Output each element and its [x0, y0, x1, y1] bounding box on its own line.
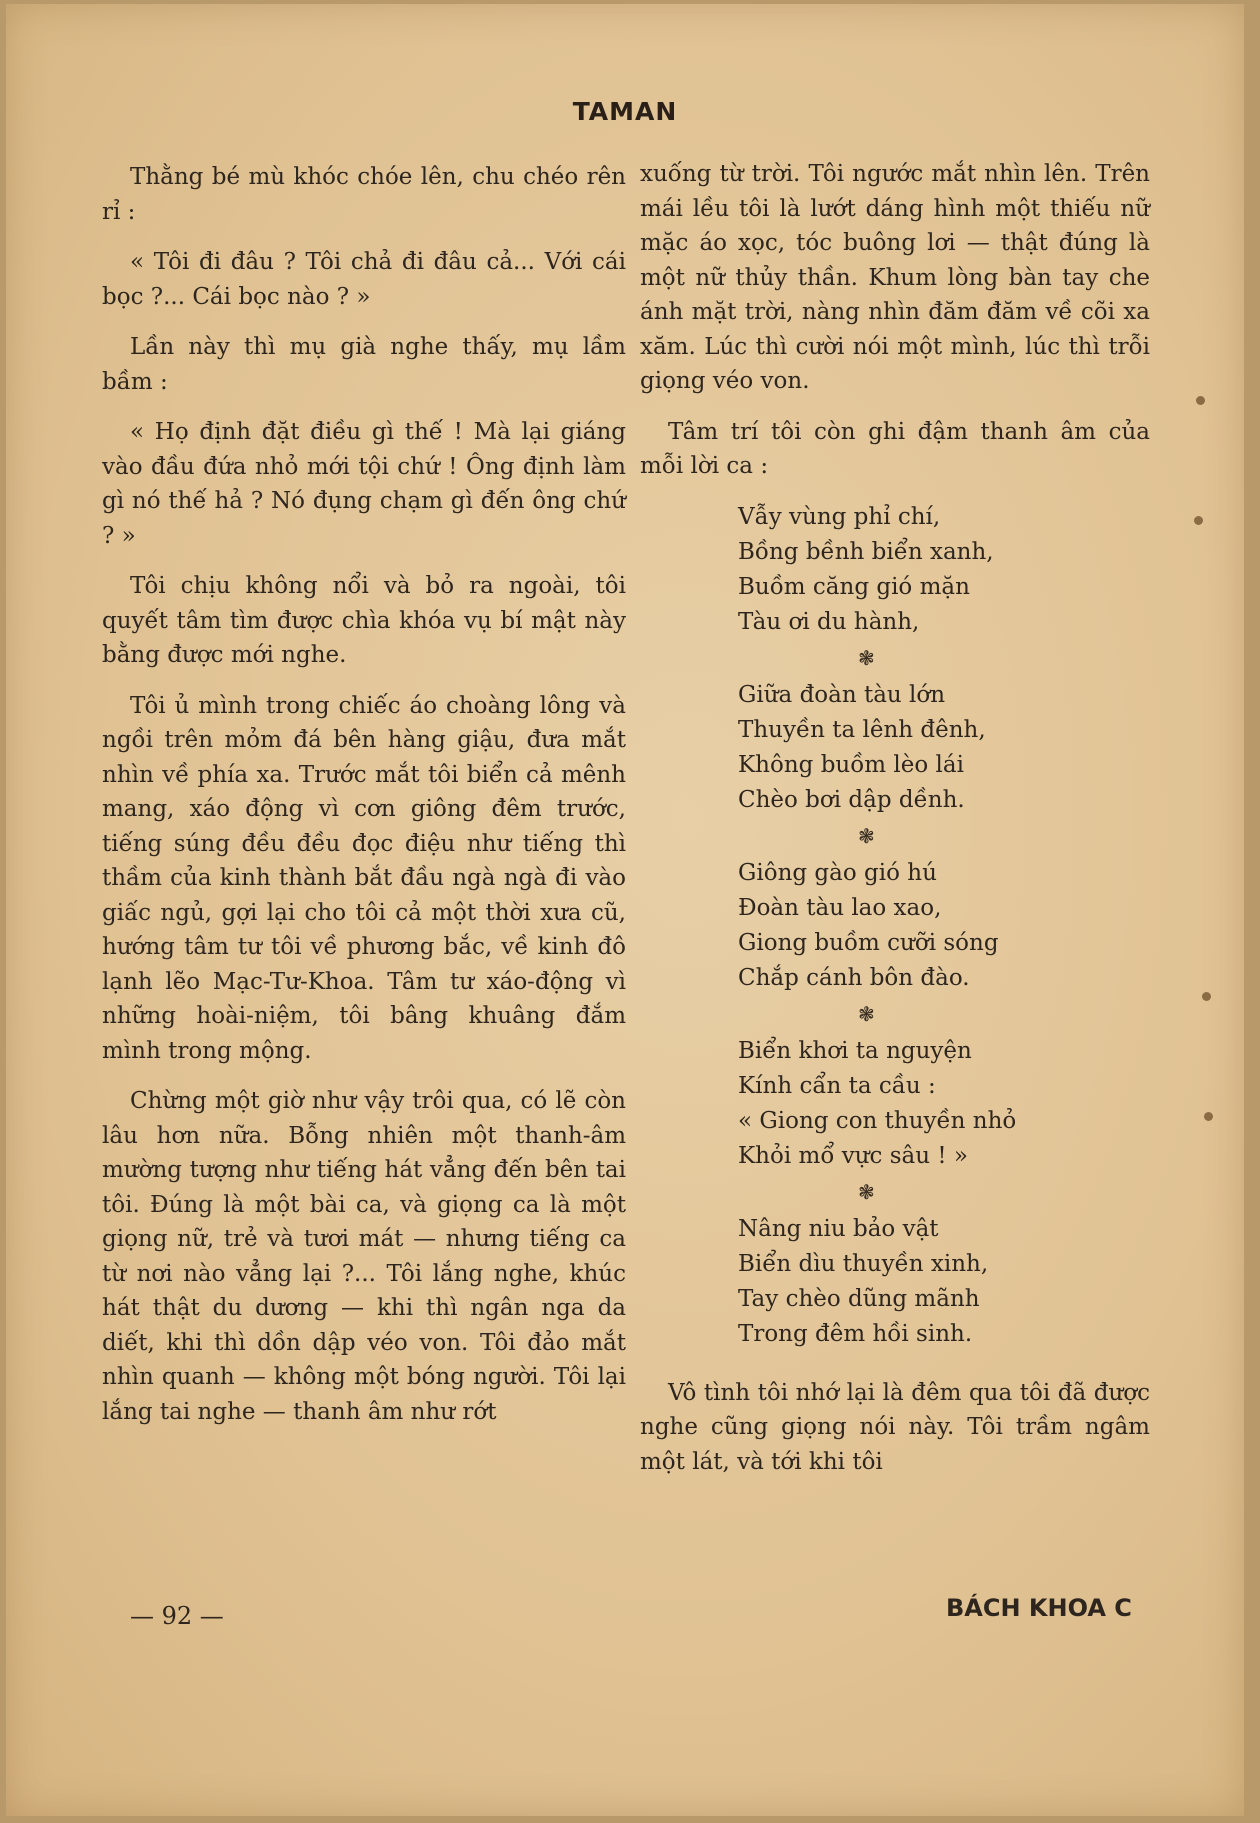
poem-line: Tay chèo dũng mãnh — [738, 1285, 980, 1312]
paper-blemish — [1194, 516, 1203, 525]
poem-line: Đoàn tàu lao xao, — [738, 894, 942, 921]
ornament-icon: ❃ — [858, 1179, 875, 1204]
poem-stanza — [738, 1212, 1150, 1352]
paragraph: Tôi ủ mình trong chiếc áo choàng lông và ngồi trên mỏm đá bên hàng giậu, đưa mắt nhìn về phía xa. Trước mắt tôi biển cả mênh mang, xáo động vì cơn giông đêm trước, tiếng súng đều đều đọc điệu như tiếng thì thầm của kinh thành bắt đầu ngà ngà đi vào giấc ngủ, gợi lại cho tôi cả một thời xưa cũ, hướng tâm tư tôi về phương bắc, về kinh đô lạnh lẽo Mạc-Tư-Khoa. Tâm tư xáo-động vì những hoài-niệm, tôi bâng khuâng đắm mình trong mộng. — [102, 692, 626, 1064]
left-column — [102, 160, 626, 1445]
poem-line: Chắp cánh bôn đào. — [738, 964, 970, 991]
poem-line: Buồm căng gió mặn — [738, 573, 970, 600]
paper-blemish — [1202, 992, 1211, 1001]
page-number: — 92 — — [130, 1602, 224, 1630]
poem-stanza — [738, 856, 1150, 996]
poem-line: Biển khơi ta nguyện — [738, 1037, 972, 1064]
running-header: TAMAN — [572, 97, 678, 126]
poem-line: Vẫy vùng phỉ chí, — [738, 503, 941, 530]
paragraph: Thằng bé mù khóc chóe lên, chu chéo rên rỉ : — [102, 164, 626, 225]
paper-blemish — [1196, 396, 1205, 405]
poem-stanza — [738, 500, 1150, 640]
poem-line: Thuyền ta lênh đênh, — [738, 716, 986, 743]
poem-line: Kính cẩn ta cầu : — [738, 1072, 936, 1099]
paragraph: Lần này thì mụ già nghe thấy, mụ lầm bầm : — [102, 334, 626, 395]
poem — [738, 500, 1150, 1352]
poem-stanza — [738, 678, 1150, 818]
poem-line: Nâng niu bảo vật — [738, 1215, 939, 1242]
poem-line: Chèo bơi dập dềnh. — [738, 786, 965, 813]
magazine-page — [6, 4, 1244, 1816]
poem-line: Trong đêm hồi sinh. — [738, 1320, 973, 1347]
poem-line: Tàu ơi du hành, — [738, 608, 920, 635]
paragraph: « Tôi đi đâu ? Tôi chả đi đâu cả... Với cái bọc ?... Cái bọc nào ? » — [102, 249, 626, 310]
paragraph: Tâm trí tôi còn ghi đậm thanh âm của mỗi lời ca : — [640, 418, 1150, 479]
poem-line: Khỏi mổ vực sâu ! » — [738, 1142, 968, 1169]
paragraph: xuống từ trời. Tôi ngước mắt nhìn lên. Trên mái lều tôi là lướt dáng hình một thiếu nữ mặc áo xọc, tóc buông lơi — thật đúng là một nữ thủy thần. Khum lòng bàn tay che ánh mặt trời, nàng nhìn đăm đăm về cõi xa xăm. Lúc thì cười nói một mình, lúc thì trỗi giọng véo von. — [640, 161, 1150, 394]
poem-line: Giong buồm cưỡi sóng — [738, 929, 999, 956]
poem-line: Giông gào gió hú — [738, 859, 937, 886]
ornament-icon: ❃ — [858, 645, 875, 670]
paragraph: Chừng một giờ như vậy trôi qua, có lẽ còn lâu hơn nữa. Bỗng nhiên một thanh-âm mường tượng như tiếng hát vẳng đến bên tai tôi. Đúng là một bài ca, và giọng ca là một giọng nữ, trẻ và tươi mát — nhưng tiếng ca từ nơi nào vẳng lại ?... Tôi lắng nghe, khúc hát thật du dương — khi thì ngân nga da diết, khi thì dồn dập véo von. Tôi đảo mắt nhìn quanh — không một bóng người. Tôi lại lắng tai nghe — thanh âm như rớt — [102, 1088, 626, 1425]
paragraph: Tôi chịu không nổi và bỏ ra ngoài, tôi quyết tâm tìm được chìa khóa vụ bí mật này bằng được mới nghe. — [102, 573, 626, 668]
poem-line: « Giong con thuyền nhỏ — [738, 1107, 1017, 1134]
ornament-icon: ❃ — [858, 823, 875, 848]
ornament-icon: ❃ — [858, 1001, 875, 1026]
poem-line: Biển dìu thuyền xinh, — [738, 1250, 989, 1277]
paragraph: « Họ định đặt điều gì thế ! Mà lại giáng vào đầu đứa nhỏ mới tội chứ ! Ông định làm gì nó thế hả ? Nó đụng chạm gì đến ông chứ ? » — [102, 419, 626, 549]
poem-line: Bồng bềnh biển xanh, — [738, 538, 994, 565]
paragraph: Vô tình tôi nhớ lại là đêm qua tôi đã được nghe cũng giọng nói này. Tôi trầm ngâm một lát, và tới khi tôi — [640, 1379, 1150, 1475]
poem-line: Không buồm lèo lái — [738, 751, 964, 778]
publication-name: BÁCH KHOA C — [946, 1594, 1132, 1622]
poem-stanza — [738, 1034, 1150, 1174]
right-column — [640, 157, 1150, 1495]
paper-blemish — [1204, 1112, 1213, 1121]
poem-line: Giữa đoàn tàu lớn — [738, 681, 946, 708]
